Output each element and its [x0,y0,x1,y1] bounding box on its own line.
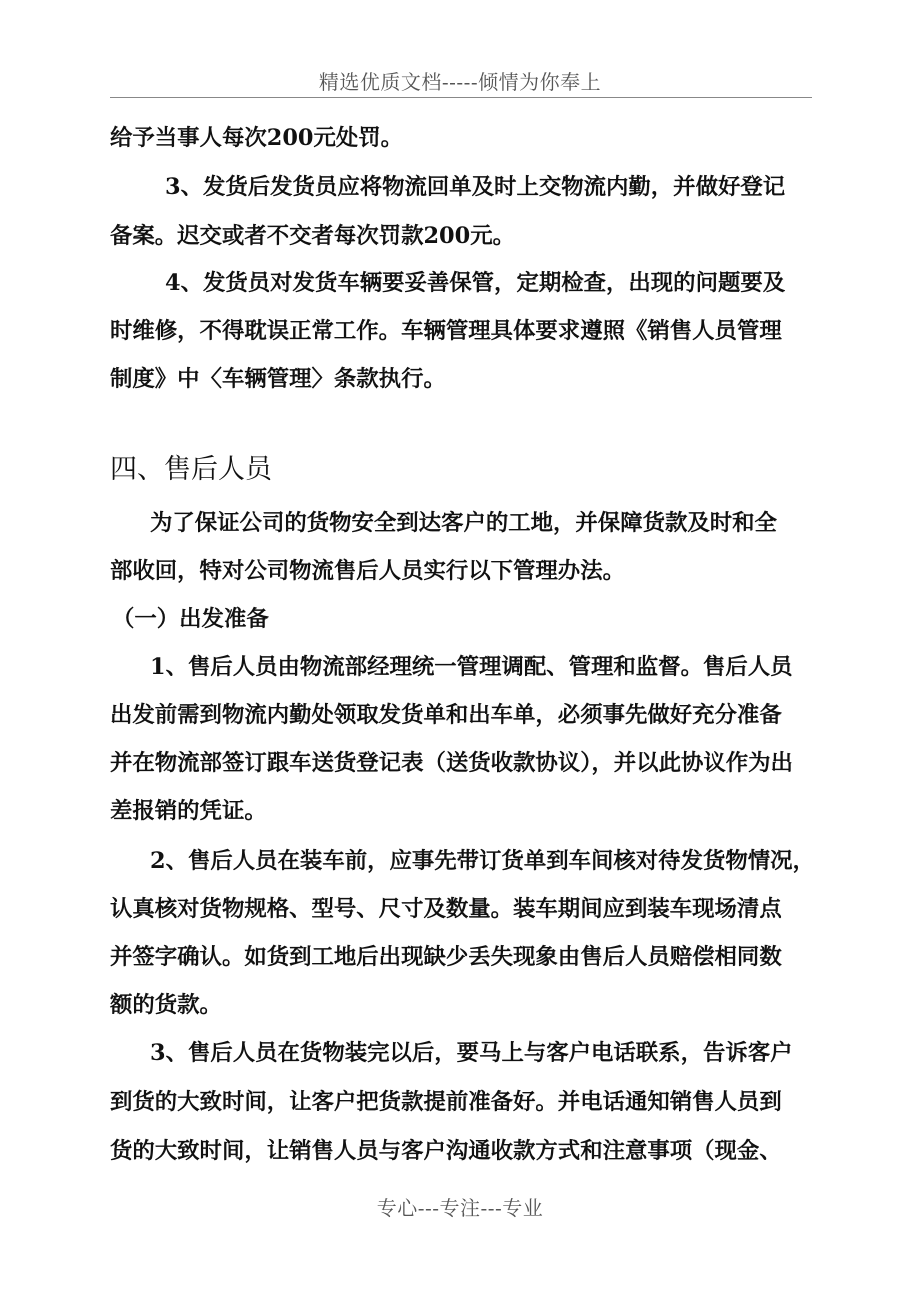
paragraph-line: 2、售后人员在装车前，应事先带订货单到车间核对待发货物情况， [150,848,815,874]
subheading: （一）出发准备 [112,606,269,632]
paragraph-line: 给予当事人每次200元处罚。 [110,125,404,151]
paragraph-line: 并签字确认。如货到工地后出现缺少丢失现象由售后人员赔偿相同数 [110,944,782,970]
paragraph-line: 差报销的凭证。 [110,798,267,824]
section-heading: 四、售后人员 [110,454,272,485]
paragraph-line: 货的大致时间，让销售人员与客户沟通收款方式和注意事项（现金、 [110,1138,782,1164]
page-footer: 专心---专注---专业 [376,1196,544,1220]
paragraph-line: 3、售后人员在货物装完以后，要马上与客户电话联系，告诉客户 [150,1040,793,1066]
paragraph-line: 制度》中〈车辆管理〉条款执行。 [110,366,446,392]
paragraph-line: 为了保证公司的货物安全到达客户的工地，并保障货款及时和全 [150,510,777,536]
paragraph-line: 并在物流部签订跟车送货登记表（送货收款协议），并以此协议作为出 [110,750,793,776]
paragraph-line: 1、售后人员由物流部经理统一管理调配、管理和监督。售后人员 [150,654,793,680]
paragraph-line: 备案。迟交或者不交者每次罚款200元。 [110,223,515,249]
paragraph-line: 部收回，特对公司物流售后人员实行以下管理办法。 [110,558,625,584]
paragraph-line: 认真核对货物规格、型号、尺寸及数量。装车期间应到装车现场清点 [110,896,782,922]
paragraph-line: 额的货款。 [110,992,222,1018]
paragraph-line: 到货的大致时间，让客户把货款提前准备好。并电话通知销售人员到 [110,1089,782,1115]
paragraph-line: 3、发货后发货员应将物流回单及时上交物流内勤，并做好登记 [165,174,786,200]
paragraph-line: 时维修，不得耽误正常工作。车辆管理具体要求遵照《销售人员管理 [110,318,782,344]
header-divider [110,97,812,98]
page-header: 精选优质文档-----倾情为你奉上 [318,70,602,94]
paragraph-line: 出发前需到物流内勤处领取发货单和出车单，必须事先做好充分准备 [110,702,782,728]
paragraph-line: 4、发货员对发货车辆要妥善保管，定期检查，出现的问题要及 [165,270,786,296]
